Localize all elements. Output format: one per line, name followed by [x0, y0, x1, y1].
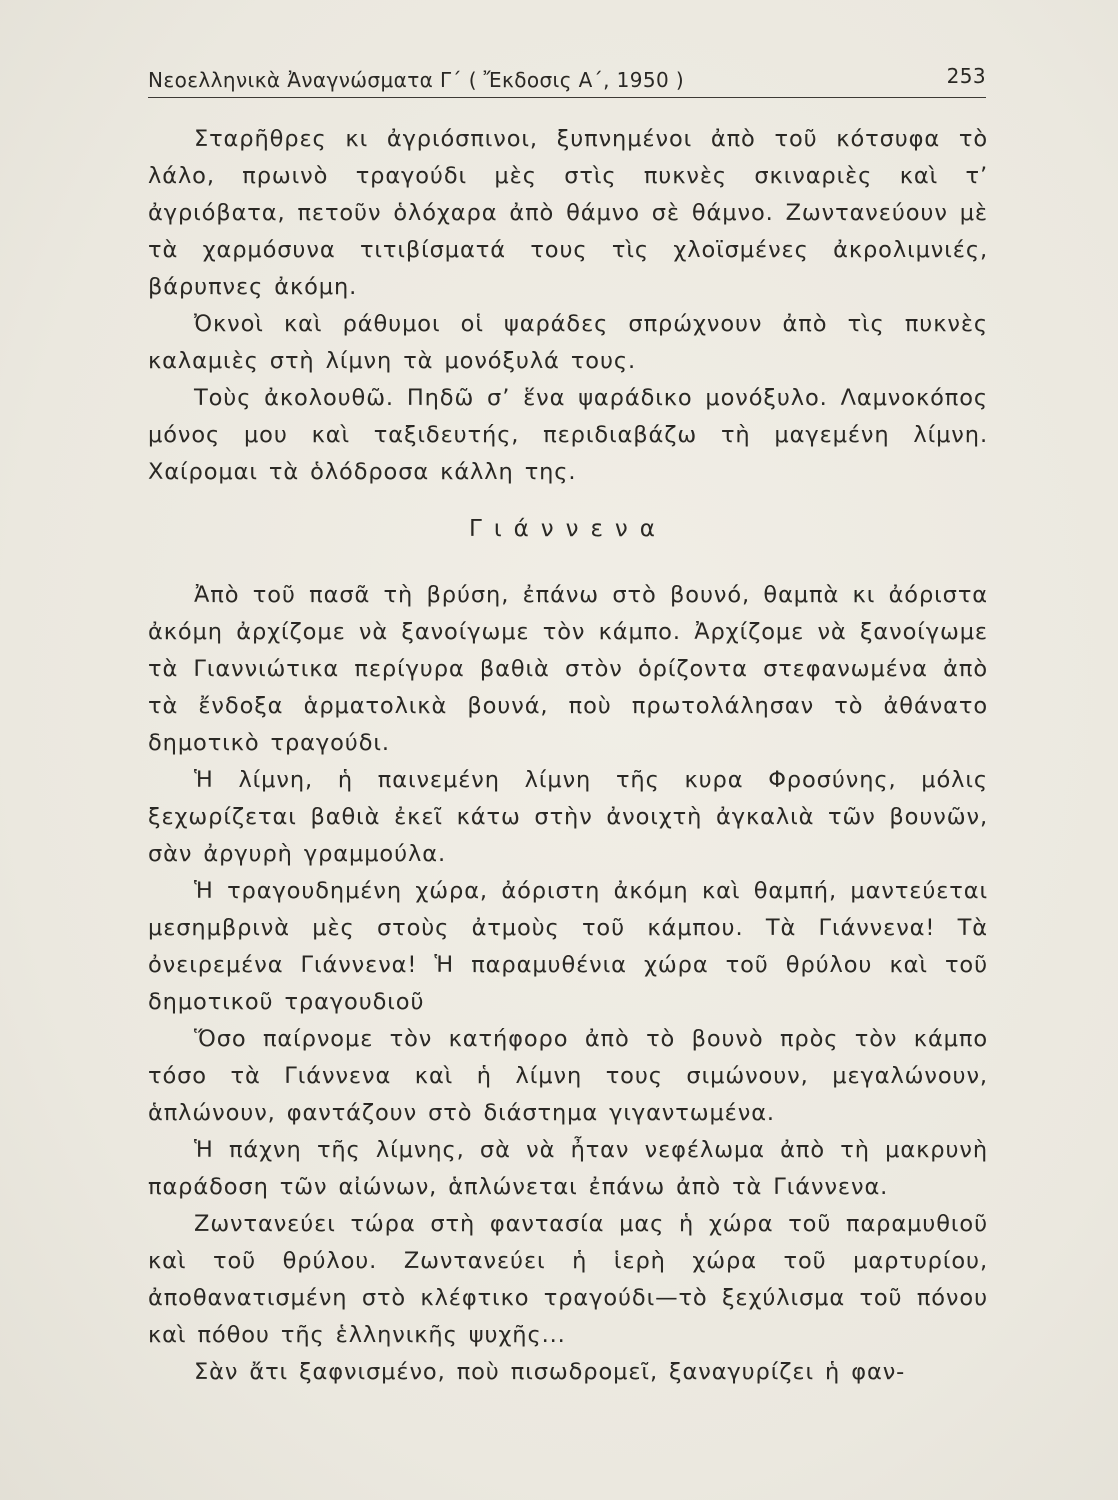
page-number: 253: [946, 64, 986, 88]
paragraph: Ἀπὸ τοῦ πασᾶ τὴ βρύση, ἐπάνω στὸ βουνό, θαμπὰ κι ἀόριστα ἀκόμη ἀρχίζομε νὰ ξανοίγωμε τὸν κάμπο. Ἀρχίζομε νὰ ξανοίγωμε τὰ Γιαννιώτικα περίγυρα βαθιὰ στὸν ὁρίζοντα στεφανωμένα ἀπὸ τὰ ἔνδοξα ἁρματολικὰ βουνά, ποὺ πρωτολάλησαν τὸ ἀθάνατο δημοτικὸ τραγούδι.: [148, 582, 988, 756]
header-title: Νεοελληνικὰ Ἀναγνώσματα Γ΄ ( Ἔκδοσις Α΄, 1950 ): [148, 68, 685, 92]
paragraph: Ἡ λίμνη, ἡ παινεμένη λίμνη τῆς κυρα Φροσύνης, μόλις ξεχωρίζεται βαθιὰ ἐκεῖ κάτω στὴν ἀνοιχτὴ ἀγκαλιὰ τῶν βουνῶν, σὰν ἀργυρὴ γραμμούλα.: [148, 767, 988, 867]
paragraph: Τοὺς ἀκολουθῶ. Πηδῶ σ’ ἕνα ψαράδικο μονόξυλο. Λαμνοκόπος μόνος μου καὶ ταξιδευτής, περιδιαβάζω τὴ μαγεμένη λίμνη. Χαίρομαι τὰ ὁλόδροσα κάλλη της.: [148, 385, 988, 485]
paragraph: Ἡ τραγουδημένη χώρα, ἀόριστη ἀκόμη καὶ θαμπή, μαντεύεται μεσημβρινὰ μὲς στοὺς ἀτμοὺς τοῦ κάμπου. Τὰ Γιάννενα! Τὰ ὀνειρεμένα Γιάννενα! Ἡ παραμυθένια χώρα τοῦ θρύλου καὶ τοῦ δημοτικοῦ τραγουδιοῦ: [148, 878, 988, 1015]
paragraph: Σταρῆθρες κι ἀγριόσπινοι, ξυπνημένοι ἀπὸ τοῦ κότσυφα τὸ λάλο, πρωινὸ τραγούδι μὲς στὶς πυκνὲς σκιναριὲς καὶ τ’ ἀγριόβατα, πετοῦν ὁλόχαρα ἀπὸ θάμνο σὲ θάμνο. Ζωντανεύουν μὲ τὰ χαρμόσυνα τιτιβίσματά τους τὶς χλοϊσμένες ἀκρολιμνιές, βάρυπνες ἀκόμη.: [148, 126, 988, 300]
section-giannena-text: [148, 577, 988, 1391]
paragraph: Ἡ πάχνη τῆς λίμνης, σὰ νὰ ἦταν νεφέλωμα ἀπὸ τὴ μακρυνὴ παράδοση τῶν αἰώνων, ἁπλώνεται ἐπάνω ἀπὸ τὰ Γιάννενα.: [148, 1137, 988, 1200]
paragraph: Σὰν ἄτι ξαφνισμένο, ποὺ πισωδρομεῖ, ξαναγυρίζει ἡ φαν-: [194, 1359, 906, 1385]
paragraph: Ὀκνοὶ καὶ ράθυμοι οἱ ψαράδες σπρώχνουν ἀπὸ τὶς πυκνὲς καλαμιὲς στὴ λίμνη τὰ μονόξυλά τους.: [148, 311, 988, 374]
header-rule: [148, 97, 986, 98]
paragraph: Ζωντανεύει τώρα στὴ φαντασία μας ἡ χώρα τοῦ παραμυθιοῦ καὶ τοῦ θρύλου. Ζωντανεύει ἡ ἱερὴ χώρα τοῦ μαρτυρίου, ἀποθανατισμένη στὸ κλέφτικο τραγούδι—τὸ ξεχύλισμα τοῦ πόνου καὶ πόθου τῆς ἑλληνικῆς ψυχῆς...: [148, 1211, 988, 1348]
running-header: [148, 64, 986, 96]
paragraph: Ὅσο παίρνομε τὸν κατήφορο ἀπὸ τὸ βουνὸ πρὸς τὸν κάμπο τόσο τὰ Γιάννενα καὶ ἡ λίμνη τους σιμώνουν, μεγαλώνουν, ἁπλώνουν, φαντάζουν στὸ διάστημα γιγαντωμένα.: [148, 1026, 988, 1126]
section-intro-text: [148, 121, 988, 491]
section-heading: Γιάννενα: [469, 516, 667, 542]
